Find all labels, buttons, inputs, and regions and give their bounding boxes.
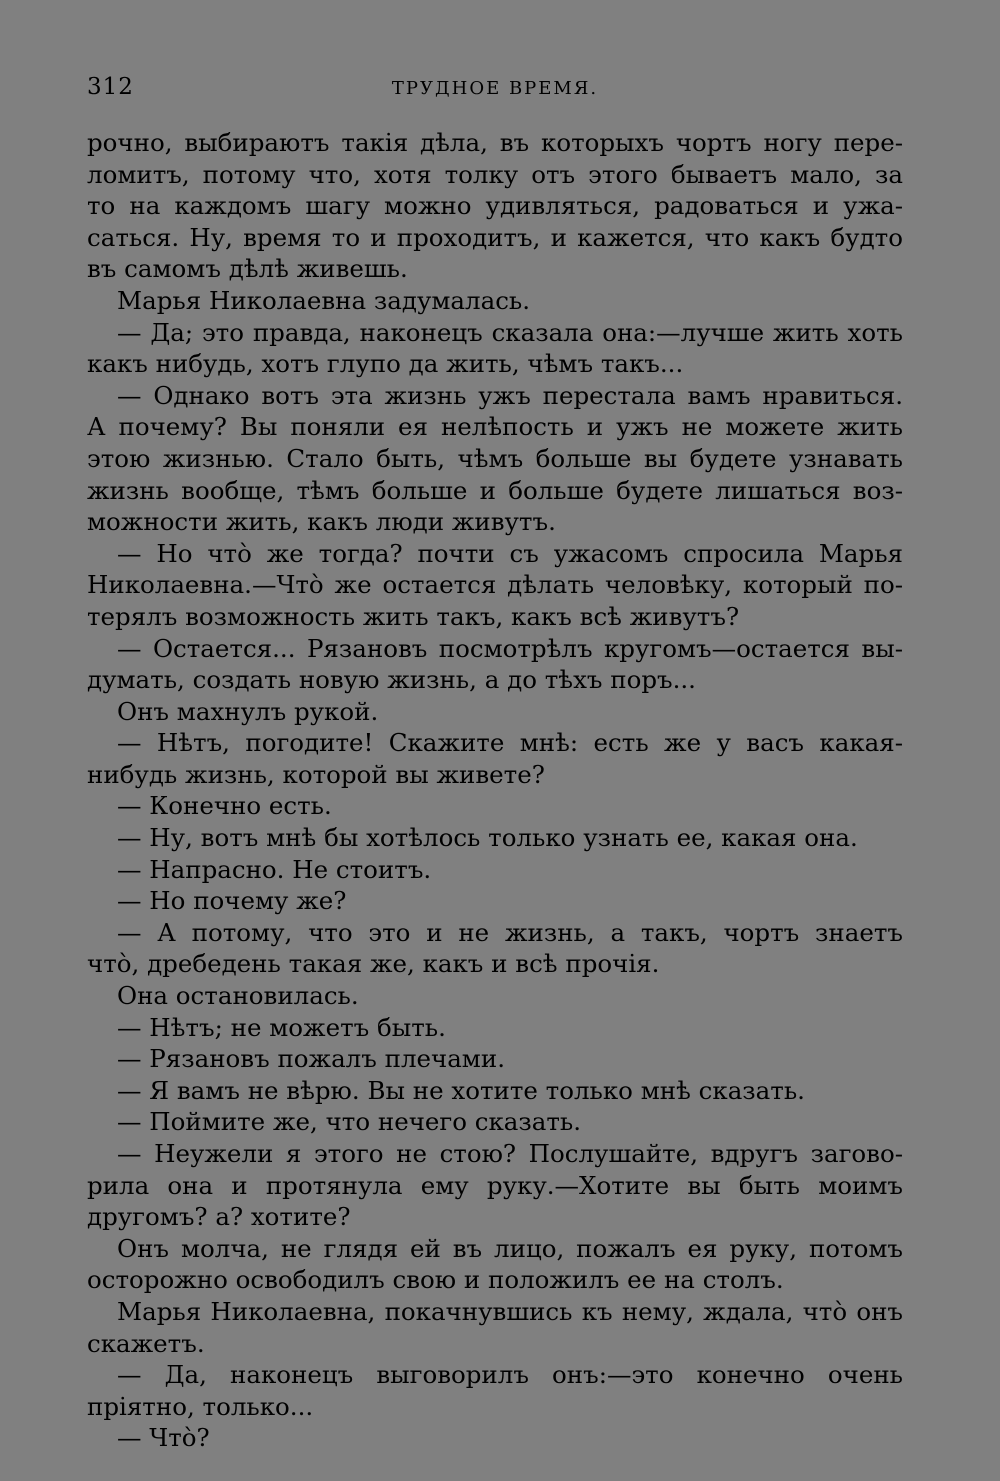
- text-line: — Да; это правда, наконецъ сказала она:—лучше жить хоть: [117, 317, 903, 347]
- text-line: — Но что̀ же тогда? почти съ ужасомъ спросила Марья: [117, 538, 903, 568]
- text-line: Она остановилась.: [117, 981, 359, 1011]
- text-line: — Однако вотъ эта жизнь ужъ перестала вамъ нравиться.: [117, 380, 903, 410]
- text-line: — Неужели я этого не стою? Послушайте, вдругъ загово-: [117, 1139, 903, 1168]
- text-line: осторожно освободилъ свою и положилъ ее на столъ.: [87, 1265, 784, 1295]
- text-line: то на каждомъ шагу можно удивляться, радоваться и ужа-: [87, 191, 903, 221]
- text-line: — Рязановъ пожалъ плечами.: [117, 1044, 505, 1074]
- text-line: — Да, наконецъ выговорилъ онъ:—это конечно очень: [117, 1360, 903, 1390]
- text-line: пріятно, только...: [87, 1391, 314, 1421]
- text-line: можности жить, какъ люди живутъ.: [87, 507, 556, 537]
- text-line: какъ нибудь, хотъ глупо да жить, чѣмъ такъ...: [87, 349, 684, 379]
- text-line: — Поймите же, что нечего сказать.: [117, 1107, 582, 1137]
- text-line: саться. Ну, время то и проходитъ, и кажется, что какъ будто: [87, 222, 903, 252]
- text-line: — А потому, что это и не жизнь, а такъ, чортъ знаетъ: [117, 917, 903, 947]
- text-line: что̀, дребедень такая же, какъ и всѣ прочія.: [87, 949, 660, 979]
- text-line: — Что̀?: [117, 1423, 210, 1453]
- text-line: — Конечно есть.: [117, 791, 332, 821]
- text-line: — Ну, вотъ мнѣ бы хотѣлось только узнать ее, какая она.: [117, 823, 858, 853]
- text-line: — Напрасно. Не стоитъ.: [117, 854, 432, 884]
- text-line: Марья Николаевна задумалась.: [117, 285, 531, 315]
- text-line: — Нѣтъ, погодите! Скажите мнѣ: есть же у васъ какая-: [117, 728, 903, 758]
- text-line: Онъ молча, не глядя ей въ лицо, пожалъ ея руку, потомъ: [117, 1233, 903, 1263]
- text-line: — Нѣтъ; не можетъ быть.: [117, 1012, 446, 1042]
- running-title: ТРУДНОЕ ВРЕМЯ.: [391, 78, 599, 99]
- page-header: [87, 74, 903, 104]
- text-line: этою жизнью. Стало быть, чѣмъ больше вы будете узнавать: [87, 443, 903, 473]
- text-line: жизнь вообще, тѣмъ больше и больше будете лишаться воз-: [87, 475, 903, 505]
- text-line: рочно, выбираютъ такія дѣла, въ которыхъ чортъ ногу пере-: [87, 128, 903, 157]
- text-line: терялъ возможность жить такъ, какъ всѣ живутъ?: [87, 601, 740, 631]
- text-line: нибудь жизнь, которой вы живете?: [87, 759, 545, 789]
- text-line: другомъ? а? хотите?: [87, 1202, 351, 1232]
- page-number: 312: [87, 74, 134, 100]
- text-line: — Я вамъ не вѣрю. Вы не хотите только мнѣ сказать.: [117, 1075, 805, 1105]
- text-line: думать, создать новую жизнь, а до тѣхъ поръ...: [87, 665, 696, 695]
- text-body: [87, 127, 903, 1454]
- text-line: Онъ махнулъ рукой.: [117, 696, 379, 726]
- text-line: Николаевна.—Что̀ же остается дѣлать человѣку, который по-: [87, 570, 903, 600]
- text-line: Марья Николаевна, покачнувшись къ нему, ждала, что̀ онъ: [117, 1296, 903, 1326]
- text-line: — Остается... Рязановъ посмотрѣлъ кругомъ—остается вы-: [117, 633, 903, 663]
- text-line: — Но почему же?: [117, 886, 347, 916]
- text-line: рила она и протянула ему руку.—Хотите вы быть моимъ: [87, 1170, 903, 1200]
- text-line: скажетъ.: [87, 1328, 205, 1358]
- text-line: ломитъ, потому что, хотя толку отъ этого бываетъ мало, за: [87, 159, 903, 189]
- text-line: А почему? Вы поняли ея нелѣпость и ужъ не можете жить: [87, 412, 903, 442]
- text-line: въ самомъ дѣлѣ живешь.: [87, 254, 408, 284]
